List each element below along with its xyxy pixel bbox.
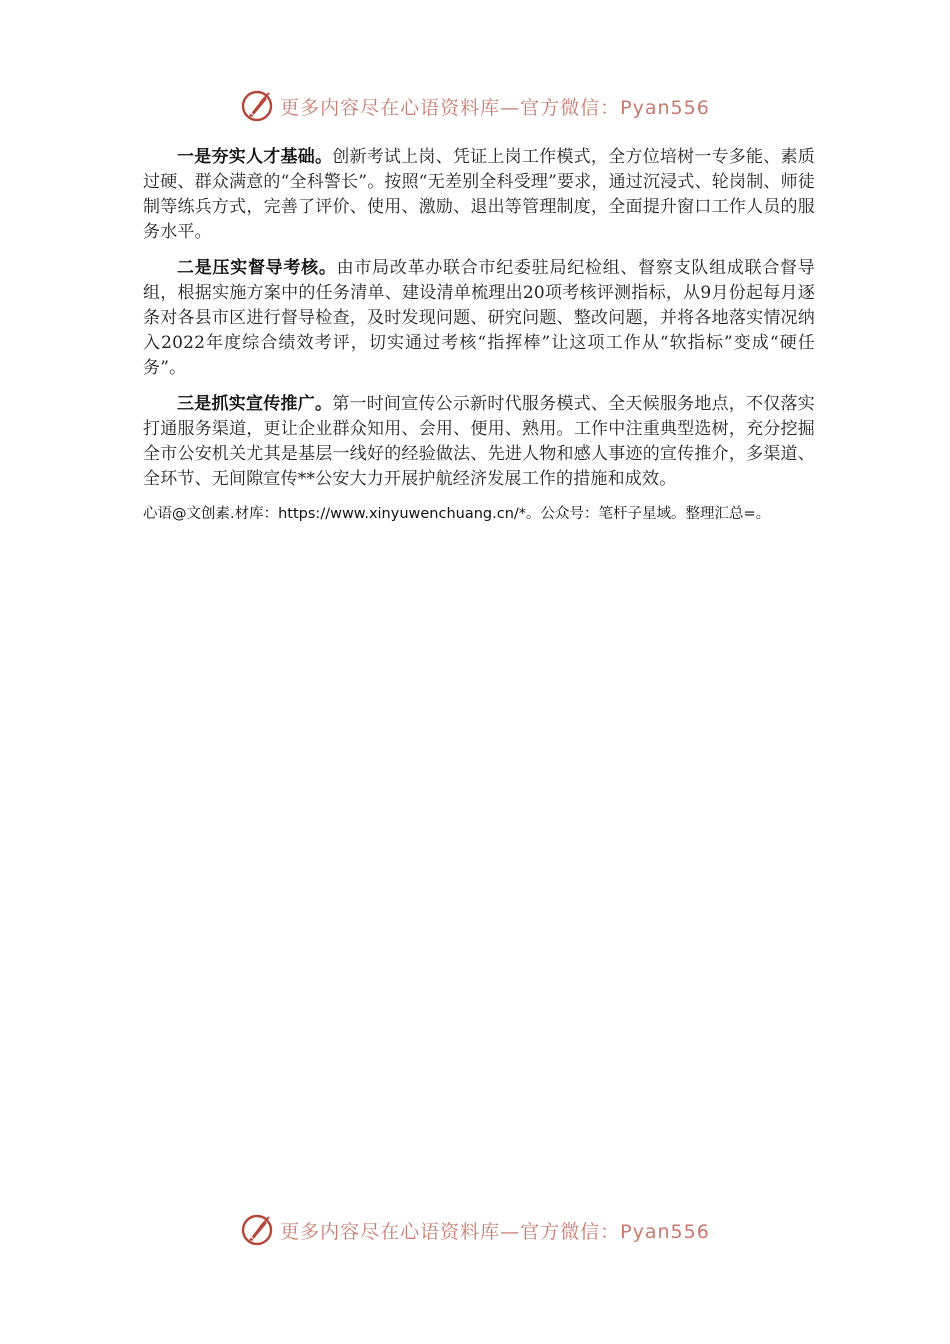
paragraph-talent — [143, 145, 815, 245]
paragraph-text: 第一时间宣传公示新时代服务模式、全天候服务地点，不仅落实打通服务渠道，更让企业群众知用、会用、便用、熟用。工作中注重典型选树，充分挖掘全市公安机关尤其是基层一线好的经验做法、先进人物和感人事迹的宣传推介，多渠道、全环节、无间隙宣传**公安大力开展护航经济发展工作的措施和成效。 — [143, 394, 815, 489]
footer-banner — [0, 1208, 950, 1252]
footer-wechat-id: Pyan556 — [620, 1220, 710, 1243]
paragraph-publicity — [143, 392, 815, 492]
paragraph-supervision — [143, 256, 815, 381]
quill-pen-logo-icon — [240, 89, 274, 123]
source-note: 心语@文创素.材库：https://www.xinyuwenchuang.cn/*。公众号：笔杆子星域。整理汇总=。 — [143, 506, 771, 522]
header-banner-text: 更多内容尽在心语资料库—官方微信：Pyan556 — [280, 96, 710, 119]
paragraph-text: 创新考试上岗、凭证上岗工作模式，全方位培树一专多能、素质过硬、群众满意的“全科警长”。按照“无差别全科受理”要求，通过沉浸式、轮岗制、师徒制等练兵方式，完善了评价、使用、激励、退出等管理制度，全面提升窗口工作人员的服务水平。 — [143, 147, 815, 242]
paragraph-lead: 一是夯实人才基础。 — [177, 147, 333, 167]
header-wechat-id: Pyan556 — [620, 96, 710, 119]
document-body — [143, 145, 815, 525]
footer-banner-text: 更多内容尽在心语资料库—官方微信：Pyan556 — [280, 1220, 710, 1243]
quill-pen-logo-icon — [240, 1213, 274, 1247]
header-banner — [0, 84, 950, 128]
paragraph-text: 由市局改革办联合市纪委驻局纪检组、督察支队组成联合督导组，根据实施方案中的任务清单、建设清单梳理出20项考核评测指标，从9月份起每月逐条对各县市区进行督导检查，及时发现问题、研究问题、整改问题，并将各地落实情况纳入2022年度综合绩效考评，切实通过考核“指挥棒”让这项工作从“软指标”变成“硬任务”。 — [143, 258, 815, 378]
paragraph-lead: 二是压实督导考核。 — [177, 258, 337, 278]
paragraph-lead: 三是抓实宣传推广。 — [177, 394, 333, 414]
